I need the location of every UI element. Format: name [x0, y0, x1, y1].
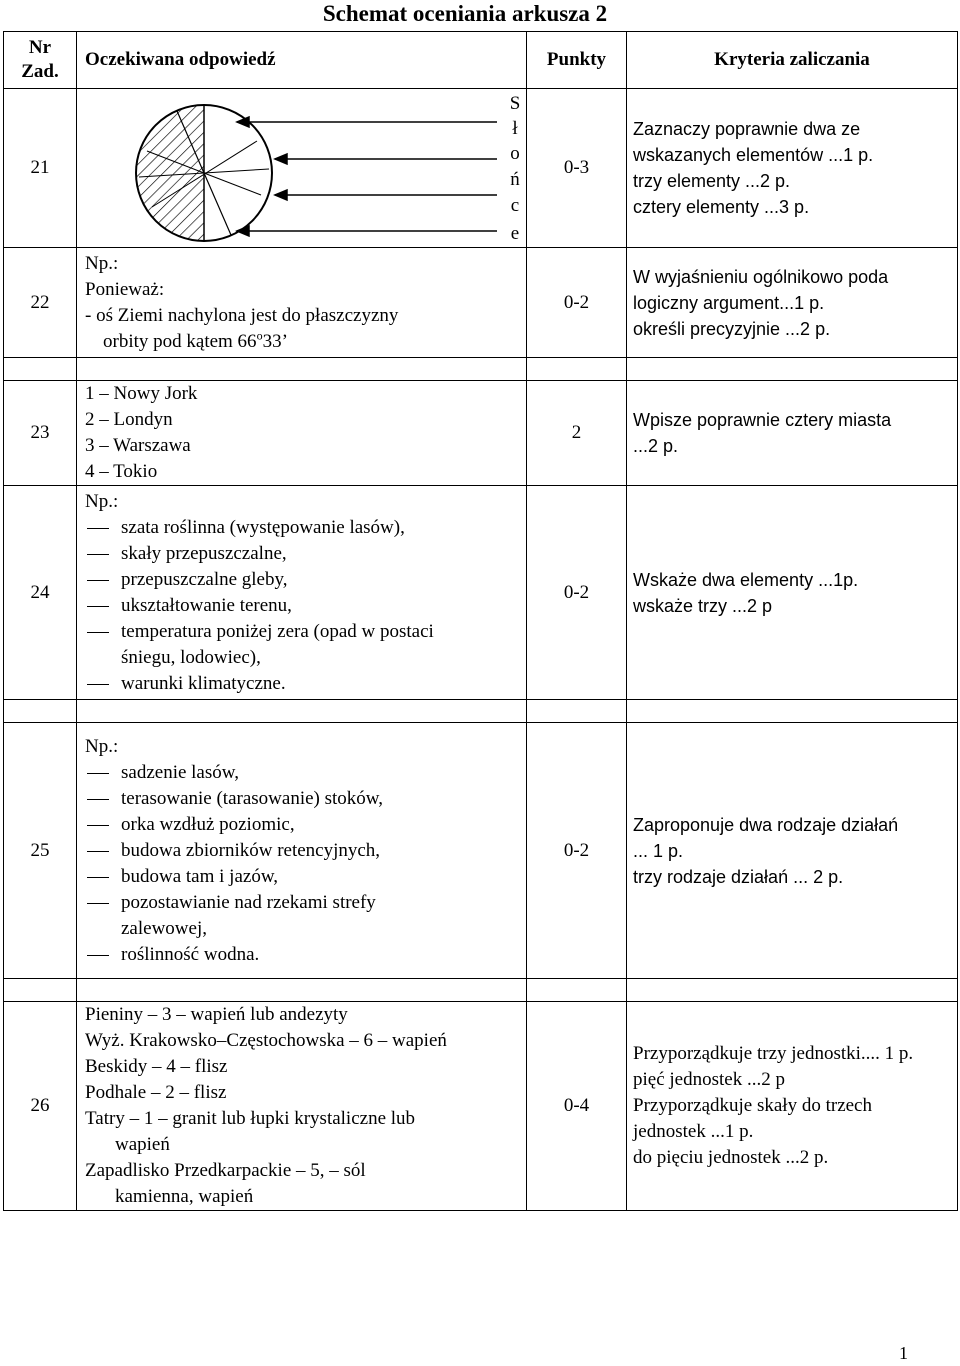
answer-intro: Np.:: [85, 490, 119, 512]
header-answer: Oczekiwana odpowiedź: [77, 32, 527, 89]
answer-line: - oś Ziemi nachylona jest do płaszczyzny: [85, 304, 399, 326]
list-item-continuation: zalewowej,: [121, 917, 207, 939]
criteria-line: do pięciu jednostek ...2 p.: [633, 1147, 829, 1168]
criteria-line: pięć jednostek ...2 p: [633, 1069, 785, 1090]
criteria-cell: [627, 723, 958, 979]
minutes-text: 33’: [262, 330, 288, 352]
answer-cell: [77, 248, 527, 358]
task-number: 26: [4, 1002, 77, 1211]
header-criteria: Kryteria zaliczania: [627, 32, 958, 89]
answer-cell: [77, 723, 527, 979]
sun-label: [510, 93, 521, 244]
points-value: 0-2: [527, 248, 627, 358]
table-row-24: [4, 486, 958, 700]
sun-letter: c: [510, 195, 520, 216]
points-value: 0-2: [527, 723, 627, 979]
list-item: budowa tam i jazów,: [85, 864, 520, 890]
spacer-row: [4, 700, 958, 723]
criteria-cell: [627, 89, 958, 248]
answer-line-continuation: wapień: [115, 1134, 170, 1155]
criteria-line: Zaznaczy poprawnie dwa ze: [633, 119, 861, 139]
header-nr-label: Nr Zad.: [21, 37, 59, 82]
criteria-line: wskazanych elementów ...1 p.: [633, 145, 874, 165]
criteria-line: jednostek ...1 p.: [633, 1121, 754, 1142]
earth-sun-diagram: [77, 89, 527, 247]
answer-cell: [77, 1002, 527, 1211]
points-value: 0-2: [527, 486, 627, 700]
task-number: 22: [4, 248, 77, 358]
list-item-continuation: śniegu, lodowiec),: [121, 646, 261, 668]
list-item: szata roślinna (występowanie lasów),: [85, 515, 520, 541]
answer-line: 1 – Nowy Jork: [85, 383, 198, 404]
criteria-line: Zaproponuje dwa rodzaje działań: [633, 814, 899, 835]
answer-line: Ponieważ:: [85, 278, 165, 300]
table-row-22: [4, 248, 958, 358]
angle-text: orbity pod kątem 66: [103, 330, 257, 352]
criteria-cell: [627, 1002, 958, 1211]
answer-line: 3 – Warszawa: [85, 435, 191, 456]
sun-letter: ł: [512, 118, 518, 139]
page-number: 1: [899, 1343, 908, 1363]
task-number: 23: [4, 381, 77, 486]
criteria-line: cztery elementy ...3 p.: [633, 197, 810, 217]
list-item: roślinność wodna.: [85, 942, 520, 968]
table-row-23: [4, 381, 958, 486]
table-row-26: [4, 1002, 958, 1211]
sun-rays: [237, 117, 497, 236]
criteria-cell: [627, 381, 958, 486]
answer-line-continuation: kamienna, wapień: [115, 1186, 254, 1207]
list-item: przepuszczalne gleby,: [85, 567, 520, 593]
list-item: sadzenie lasów,: [85, 760, 520, 786]
answer-line: 4 – Tokio: [85, 461, 158, 482]
answer-line: Pieniny – 3 – wapień lub andezyty: [85, 1004, 348, 1025]
criteria-line: ... 1 p.: [633, 840, 684, 861]
sun-letter: ń: [510, 169, 520, 190]
criteria-line: ...2 p.: [633, 436, 679, 456]
table-row-25: [4, 723, 958, 979]
grading-table: [3, 31, 958, 1211]
header-nr: [4, 32, 77, 89]
criteria-line: logiczny argument...1 p.: [633, 292, 825, 313]
answer-line: Np.:: [85, 252, 119, 274]
criteria-line: wskaże trzy ...2 p: [633, 595, 773, 616]
criteria-line: trzy elementy ...2 p.: [633, 171, 791, 191]
criteria-cell: [627, 248, 958, 358]
earth-sun-diagram-cell: [77, 89, 527, 248]
list-item: ukształtowanie terenu,: [85, 593, 520, 619]
list-item: warunki klimatyczne.: [85, 671, 520, 697]
spacer-row: [4, 979, 958, 1002]
task-number: 25: [4, 723, 77, 979]
criteria-line: trzy rodzaje działań ... 2 p.: [633, 866, 844, 887]
answer-line: Podhale – 2 – flisz: [85, 1082, 227, 1103]
sun-letter: S: [509, 93, 521, 114]
criteria-line: Wskaże dwa elementy ...1p.: [633, 569, 859, 590]
criteria-line: określi precyzyjnie ...2 p.: [633, 318, 831, 339]
page-title: Schemat oceniania arkusza 2: [322, 1, 608, 26]
sun-letter: e: [510, 223, 520, 244]
list-item: temperatura poniżej zera (opad w postaci: [85, 619, 520, 645]
criteria-line: W wyjaśnieniu ogólnikowo poda: [633, 266, 889, 287]
sun-letter: o: [510, 143, 520, 164]
task-number: 24: [4, 486, 77, 700]
answer-line: Zapadlisko Przedkarpackie – 5, – sól: [85, 1160, 366, 1181]
list-item: terasowanie (tarasowanie) stoków,: [85, 786, 520, 812]
answer-cell: [77, 486, 527, 700]
answer-line: Beskidy – 4 – flisz: [85, 1056, 228, 1077]
list-item: pozostawianie nad rzekami strefy: [85, 890, 520, 916]
table-row-21: [4, 89, 958, 248]
task-number: 21: [4, 89, 77, 248]
answer-intro: Np.:: [85, 735, 119, 757]
points-value: 2: [527, 381, 627, 486]
points-value: 0-4: [527, 1002, 627, 1211]
list-item: budowa zbiorników retencyjnych,: [85, 838, 520, 864]
degree-sign: o: [256, 328, 263, 343]
answer-line: 2 – Londyn: [85, 409, 173, 430]
answer-cell: [77, 381, 527, 486]
earth-night-side: [132, 99, 207, 247]
spacer-row: [4, 358, 958, 381]
list-item: skały przepuszczalne,: [85, 541, 520, 567]
answer-line: [85, 329, 520, 355]
header-points: Punkty: [527, 32, 627, 89]
criteria-line: Przyporządkuje trzy jednostki.... 1 p.: [633, 1043, 914, 1064]
criteria-line: Wpisze poprawnie cztery miasta: [633, 410, 892, 430]
criteria-line: Przyporządkuje skały do trzech: [633, 1095, 872, 1116]
points-value: 0-3: [527, 89, 627, 248]
answer-line: Wyż. Krakowsko–Częstochowska – 6 – wapień: [85, 1030, 447, 1051]
criteria-cell: [627, 486, 958, 700]
list-item: orka wzdłuż poziomic,: [85, 812, 520, 838]
header-row: [4, 32, 958, 89]
answer-line: Tatry – 1 – granit lub łupki krystaliczne lub: [85, 1108, 416, 1129]
